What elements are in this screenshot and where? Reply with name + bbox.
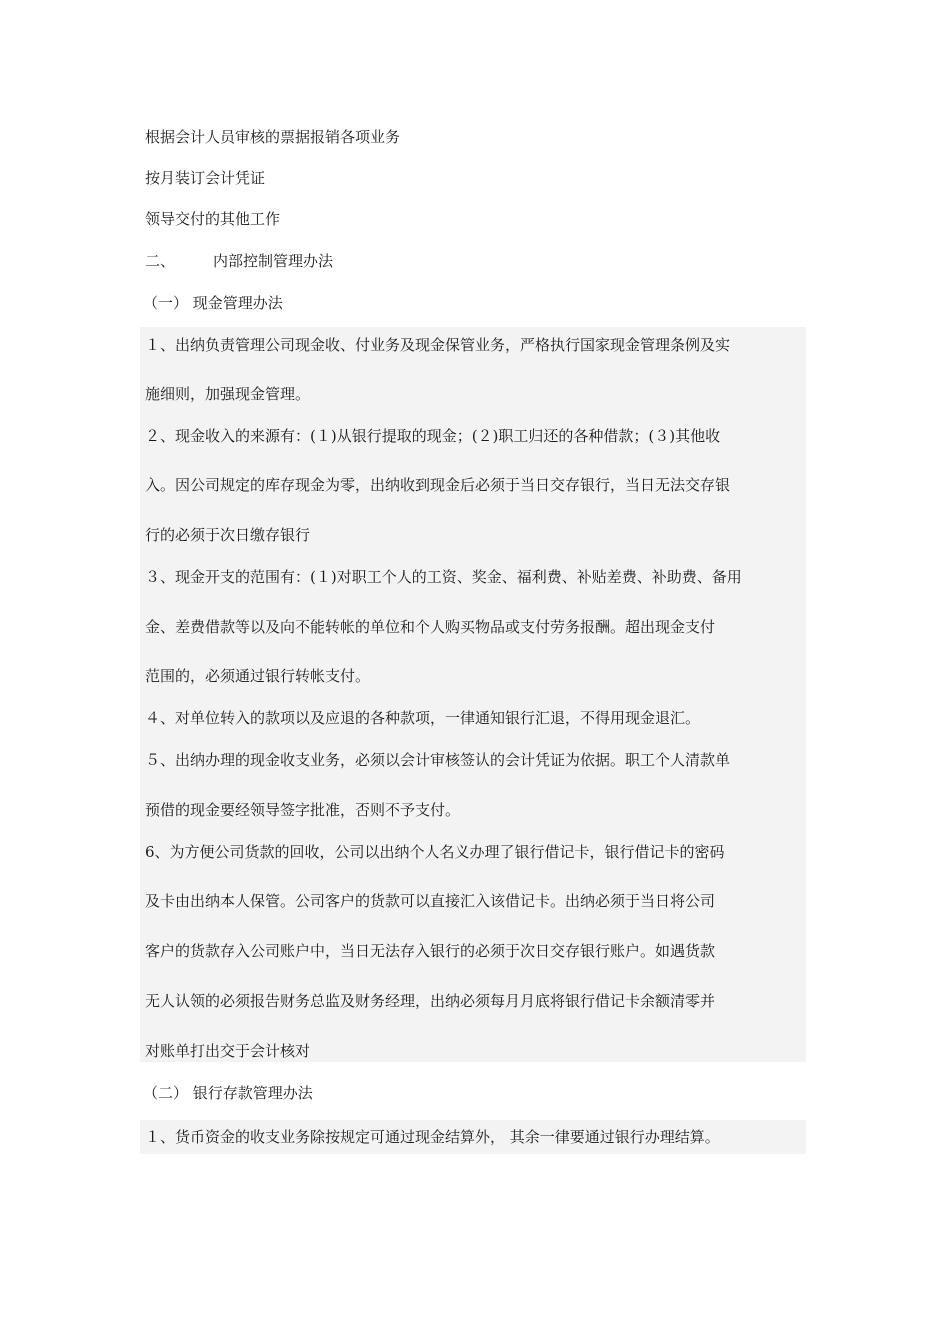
bank-heading: （二） 银行存款管理办法: [143, 1084, 313, 1102]
cash-item5-line1: ５、出纳办理的现金收支业务，必须以会计审核签认的会计凭证为依据。职工个人清款单: [145, 751, 731, 769]
cash-item2-line1: ２、现金收入的来源有：(１)从银行提取的现金；(２)职工归还的各种借款；(３)其他收: [145, 427, 721, 445]
duty-line-2: 按月装订会计凭证: [145, 169, 266, 187]
duty-line-3: 领导交付的其他工作: [145, 210, 281, 228]
duty-line-1: 根据会计人员审核的票据报销各项业务: [145, 128, 401, 146]
cash-heading: （一） 现金管理办法: [143, 294, 283, 312]
cash-item3-line1: ３、现金开支的范围有：(１)对职工个人的工资、奖金、福利费、补贴差费、补助费、备用: [145, 568, 742, 586]
section-heading: [145, 250, 333, 272]
section-title: 内部控制管理办法: [213, 252, 334, 270]
section-number: 二、: [145, 252, 176, 270]
cash-item6-line1: 6、为方便公司货款的回收，公司以出纳个人名义办理了银行借记卡，银行借记卡的密码: [145, 843, 725, 861]
cash-item3-line3: 范围的，必须通过银行转帐支付。: [145, 667, 371, 685]
cash-item1-line2: 施细则，加强现金管理。: [145, 385, 311, 403]
bank-item1-line1: １、货币资金的收支业务除按规定可通过现金结算外， 其余一律要通过银行办理结算。: [145, 1128, 720, 1146]
cash-item6-line2: 及卡由出纳本人保管。公司客户的货款可以直接汇入该借记卡。出纳必须于当日将公司: [145, 892, 716, 910]
cash-item1-line1: １、出纳负责管理公司现金收、付业务及现金保管业务，严格执行国家现金管理条例及实: [145, 336, 731, 354]
cash-item4-line1: ４、对单位转入的款项以及应退的各种款项，一律通知银行汇退，不得用现金退汇。: [145, 709, 701, 727]
cash-item6-line3: 客户的货款存入公司账户中，当日无法存入银行的必须于次日交存银行账户。如遇货款: [145, 942, 716, 960]
cash-item2-line2: 入。因公司规定的库存现金为零，出纳收到现金后必须于当日交存银行，当日无法交存银: [145, 476, 731, 494]
cash-item6-line4: 无人认领的必须报告财务总监及财务经理，出纳必须每月月底将银行借记卡余额清零并: [145, 992, 716, 1010]
cash-item2-line3: 行的必须于次日缴存银行: [145, 526, 311, 544]
cash-item5-line2: 预借的现金要经领导签字批准，否则不予支付。: [145, 801, 461, 819]
cash-item3-line2: 金、差费借款等以及向不能转帐的单位和个人购买物品或支付劳务报酬。超出现金支付: [145, 618, 716, 636]
cash-item6-line5: 对账单打出交于会计核对: [145, 1042, 311, 1060]
